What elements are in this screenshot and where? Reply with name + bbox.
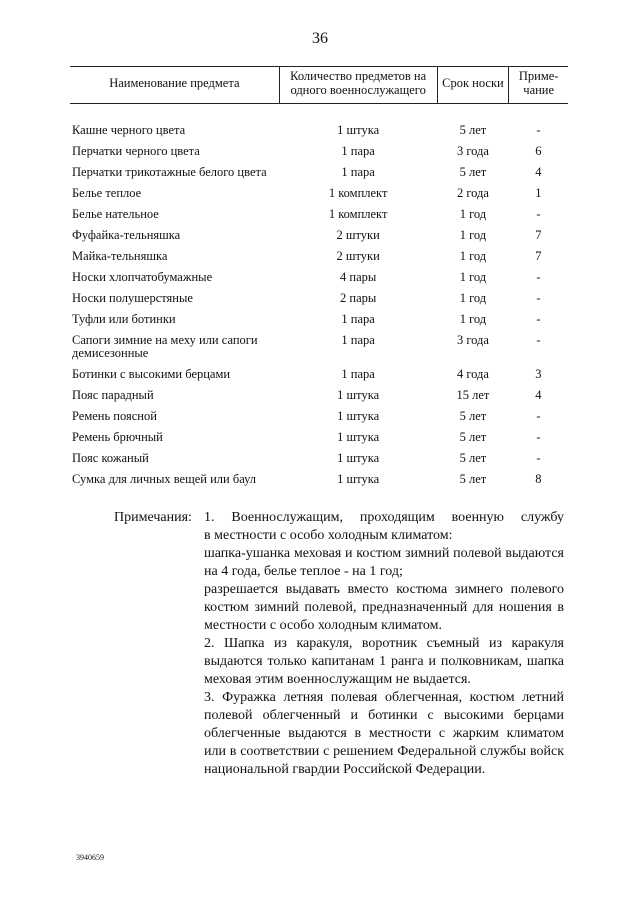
table-row <box>70 331 568 365</box>
cell-term: 5 лет <box>459 451 487 465</box>
table-row <box>70 470 568 491</box>
header-name: Наименование предмета <box>70 67 279 104</box>
cell-term: 1 год <box>459 312 487 326</box>
header-term: Срок носки <box>437 67 509 104</box>
cell-name: Носки хлопчатобумажные <box>72 270 213 284</box>
cell-quantity: 1 пара <box>341 144 375 158</box>
table-row <box>70 428 568 449</box>
cell-note: 4 <box>535 388 542 402</box>
cell-term: 4 года <box>456 367 489 381</box>
cell-term: 5 лет <box>459 472 487 486</box>
table-row <box>70 247 568 268</box>
cell-note: 8 <box>535 472 542 486</box>
table-row <box>70 163 568 184</box>
cell-note: 7 <box>535 249 542 263</box>
cell-quantity: 1 пара <box>341 367 375 381</box>
cell-quantity: 2 пары <box>340 291 377 305</box>
cell-quantity: 1 комплект <box>328 207 388 221</box>
cell-term: 15 лет <box>456 388 490 402</box>
cell-name: Туфли или ботинки <box>72 312 176 326</box>
note-1-line-1: 1. Военнослужащим, проходящим военную службу <box>204 510 564 525</box>
cell-term: 5 лет <box>459 409 487 423</box>
cell-name: Кашне черного цвета <box>72 123 186 137</box>
items-table <box>70 66 568 491</box>
table-row <box>70 449 568 470</box>
cell-name: Сумка для личных вещей или баул <box>72 472 257 486</box>
cell-term: 5 лет <box>459 123 487 137</box>
cell-name: Носки полушерстяные <box>72 291 193 305</box>
table-row <box>70 365 568 386</box>
table-row <box>70 104 568 143</box>
header-note: Приме-чание <box>509 67 568 104</box>
cell-note: 6 <box>535 144 542 158</box>
cell-name: Фуфайка-тельняшка <box>72 228 181 242</box>
note-1-sub-2: разрешается выдавать вместо костюма зимнего полевого костюм зимний полевой, предназначенный для ношения в местности с особо холодным климатом. <box>204 582 564 633</box>
cell-quantity: 1 штука <box>337 472 380 486</box>
cell-note: - <box>536 270 541 284</box>
table-row <box>70 226 568 247</box>
cell-term: 1 год <box>459 249 487 263</box>
cell-term: 1 год <box>459 291 487 305</box>
cell-term: 3 года <box>456 333 489 347</box>
table-row <box>70 310 568 331</box>
cell-note: - <box>536 291 541 305</box>
cell-quantity: 1 пара <box>341 333 375 347</box>
notes-block <box>114 509 564 779</box>
table-row <box>70 142 568 163</box>
table-row <box>70 184 568 205</box>
cell-note: 1 <box>535 186 542 200</box>
cell-name: Майка-тельняшка <box>72 249 168 263</box>
cell-quantity: 1 штука <box>337 451 380 465</box>
cell-name: Сапоги зимние на меху или сапоги демисезонные <box>72 333 258 360</box>
cell-note: 3 <box>535 367 542 381</box>
cell-quantity: 1 пара <box>341 165 375 179</box>
cell-name: Ботинки с высокими берцами <box>72 367 231 381</box>
cell-term: 5 лет <box>459 165 487 179</box>
cell-note: - <box>536 430 541 444</box>
cell-quantity: 1 штука <box>337 388 380 402</box>
cell-quantity: 2 штуки <box>336 228 380 242</box>
cell-quantity: 1 штука <box>337 430 380 444</box>
cell-name: Белье нательное <box>72 207 159 221</box>
cell-name: Ремень брючный <box>72 430 163 444</box>
cell-quantity: 2 штуки <box>336 249 380 263</box>
note-1-sub-1: шапка-ушанка меховая и костюм зимний полевой выдаются на 4 года, белье теплое - на 1 год; <box>204 546 564 579</box>
cell-term: 1 год <box>459 270 487 284</box>
cell-name: Белье теплое <box>72 186 142 200</box>
cell-quantity: 1 штука <box>337 123 380 137</box>
cell-quantity: 1 комплект <box>328 186 388 200</box>
cell-name: Перчатки трикотажные белого цвета <box>72 165 267 179</box>
table-row <box>70 289 568 310</box>
cell-note: - <box>536 207 541 221</box>
cell-note: - <box>536 451 541 465</box>
cell-note: - <box>536 409 541 423</box>
notes-body <box>204 509 564 779</box>
cell-quantity: 1 штука <box>337 409 380 423</box>
table-header-row <box>70 67 568 104</box>
cell-note: - <box>536 123 541 137</box>
cell-quantity: 4 пары <box>340 270 377 284</box>
cell-name: Перчатки черного цвета <box>72 144 200 158</box>
cell-note: - <box>536 333 541 347</box>
cell-term: 2 года <box>456 186 489 200</box>
cell-name: Пояс кожаный <box>72 451 149 465</box>
cell-name: Ремень поясной <box>72 409 157 423</box>
notes-label: Примечания: <box>114 510 192 525</box>
cell-note: 7 <box>535 228 542 242</box>
header-quantity: Количество предметов на одного военнослужащего <box>279 67 437 104</box>
cell-term: 1 год <box>459 207 487 221</box>
table-row <box>70 386 568 407</box>
cell-quantity: 1 пара <box>341 312 375 326</box>
table-row <box>70 268 568 289</box>
cell-name: Пояс парадный <box>72 388 154 402</box>
document-code: 3940659 <box>76 853 104 862</box>
note-2: 2. Шапка из каракуля, воротник съемный из каракуля выдаются только капитанам 1 ранга и полковникам, шапка меховая этим военнослужащим не выдается. <box>204 636 564 687</box>
cell-term: 3 года <box>456 144 489 158</box>
table-row <box>70 407 568 428</box>
cell-note: - <box>536 312 541 326</box>
cell-term: 1 год <box>459 228 487 242</box>
table-row <box>70 205 568 226</box>
cell-note: 4 <box>535 165 542 179</box>
note-1-line-2: в местности с особо холодным климатом: <box>204 528 453 543</box>
page-number: 36 <box>312 30 328 47</box>
note-3: 3. Фуражка летняя полевая облегченная, костюм летний полевой облегченный и ботинки с высокими берцами облегченные выдаются в местности с жарким климатом или в соответствии с решением Федеральной службы войск национальной гвардии Российской Федерации. <box>204 690 564 777</box>
cell-term: 5 лет <box>459 430 487 444</box>
table-body <box>70 104 568 492</box>
